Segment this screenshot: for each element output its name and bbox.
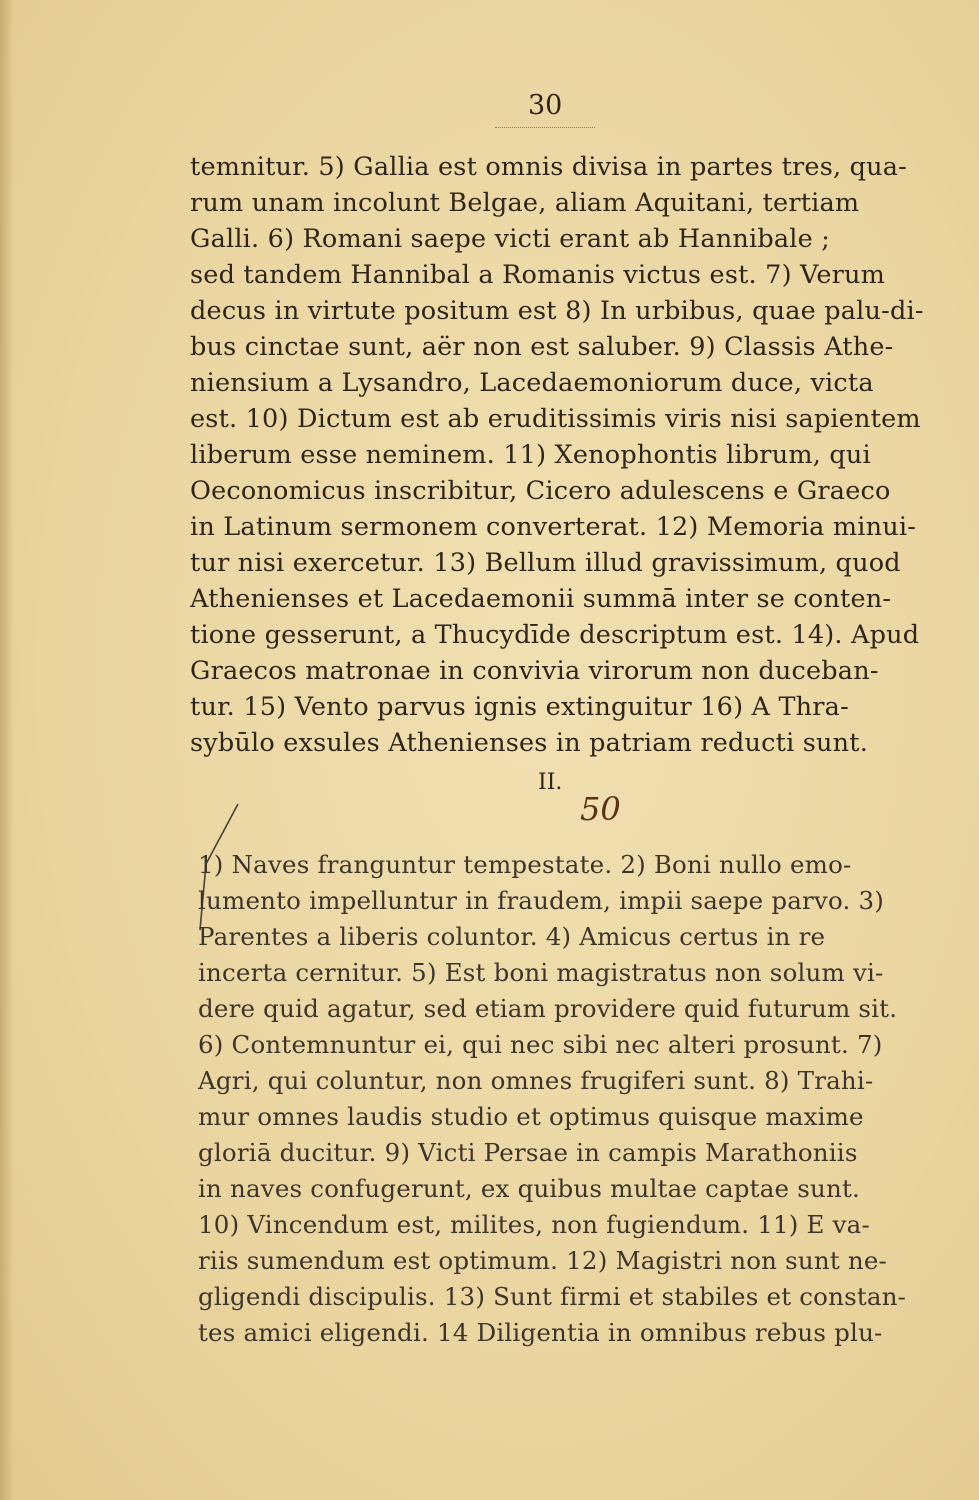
text-line: Parentes a liberis coluntor. 4) Amicus certus in re — [198, 922, 826, 951]
text-line: temnitur. 5) Gallia est omnis divisa in partes tres, qua- — [190, 152, 907, 182]
text-line: bus cinctae sunt, aër non est saluber. 9) Classis Athe- — [190, 332, 894, 362]
text-line: tur nisi exercetur. 13) Bellum illud gravissimum, quod — [190, 548, 901, 578]
text-line: Galli. 6) Romani saepe victi erant ab Hannibale ; — [190, 224, 831, 254]
text-line: Oeconomicus inscribitur, Cicero adulescens e Graeco — [190, 476, 891, 506]
text-line: mur omnes laudis studio et optimus quisque maxime — [198, 1102, 864, 1131]
text-line: in Latinum sermonem converterat. 12) Memoria minui- — [190, 512, 917, 542]
text-line: Graecos matronae in convivia virorum non duceban- — [190, 656, 879, 686]
section-heading: II. — [538, 770, 563, 795]
text-line: gligendi discipulis. 13) Sunt firmi et stabiles et constan- — [198, 1282, 907, 1311]
text-line: sed tandem Hannibal a Romanis victus est. 7) Verum — [190, 260, 886, 290]
text-line: 1) Naves franguntur tempestate. 2) Boni nullo emo- — [198, 850, 852, 879]
text-line: tur. 15) Vento parvus ignis extinguitur 16) A Thra- — [190, 692, 849, 722]
text-line: gloriā ducitur. 9) Victi Persae in campis Marathoniis — [198, 1138, 858, 1167]
page-edge-shadow — [0, 0, 14, 1500]
text-line: est. 10) Dictum est ab eruditissimis viris nisi sapientem — [190, 404, 921, 434]
text-line: riis sumendum est optimum. 12) Magistri non sunt ne- — [198, 1246, 888, 1275]
text-line: niensium a Lysandro, Lacedaemoniorum duce, victa — [190, 368, 874, 398]
text-line: 10) Vincendum est, milites, non fugiendum. 11) E va- — [198, 1210, 870, 1239]
text-line: sybūlo exsules Athenienses in patriam reducti sunt. — [190, 728, 869, 758]
page-number-rule — [495, 127, 595, 128]
text-line: decus in virtute positum est 8) In urbibus, quae palu-di- — [190, 296, 924, 326]
text-line: in naves confugerunt, ex quibus multae captae sunt. — [198, 1174, 860, 1203]
page-number: 30 — [528, 90, 563, 121]
handwritten-note: 50 — [580, 790, 621, 828]
text-line: Agri, qui coluntur, non omnes frugiferi sunt. 8) Trahi- — [198, 1066, 874, 1095]
text-line: lumento impelluntur in fraudem, impii saepe parvo. 3) — [198, 886, 885, 915]
text-line: Athenienses et Lacedaemonii summā inter se conten- — [190, 584, 892, 614]
text-line: tes amici eligendi. 14 Diligentia in omnibus rebus plu- — [198, 1318, 883, 1347]
text-line: liberum esse neminem. 11) Xenophontis librum, qui — [190, 440, 871, 470]
text-line: tione gesserunt, a Thucydīde descriptum est. 14). Apud — [190, 620, 920, 650]
text-line: rum unam incolunt Belgae, aliam Aquitani, tertiam — [190, 188, 860, 218]
text-line: incerta cernitur. 5) Est boni magistratus non solum vi- — [198, 958, 884, 987]
text-line: dere quid agatur, sed etiam providere quid futurum sit. — [198, 994, 898, 1023]
text-line: 6) Contemnuntur ei, qui nec sibi nec alteri prosunt. 7) — [198, 1030, 883, 1059]
